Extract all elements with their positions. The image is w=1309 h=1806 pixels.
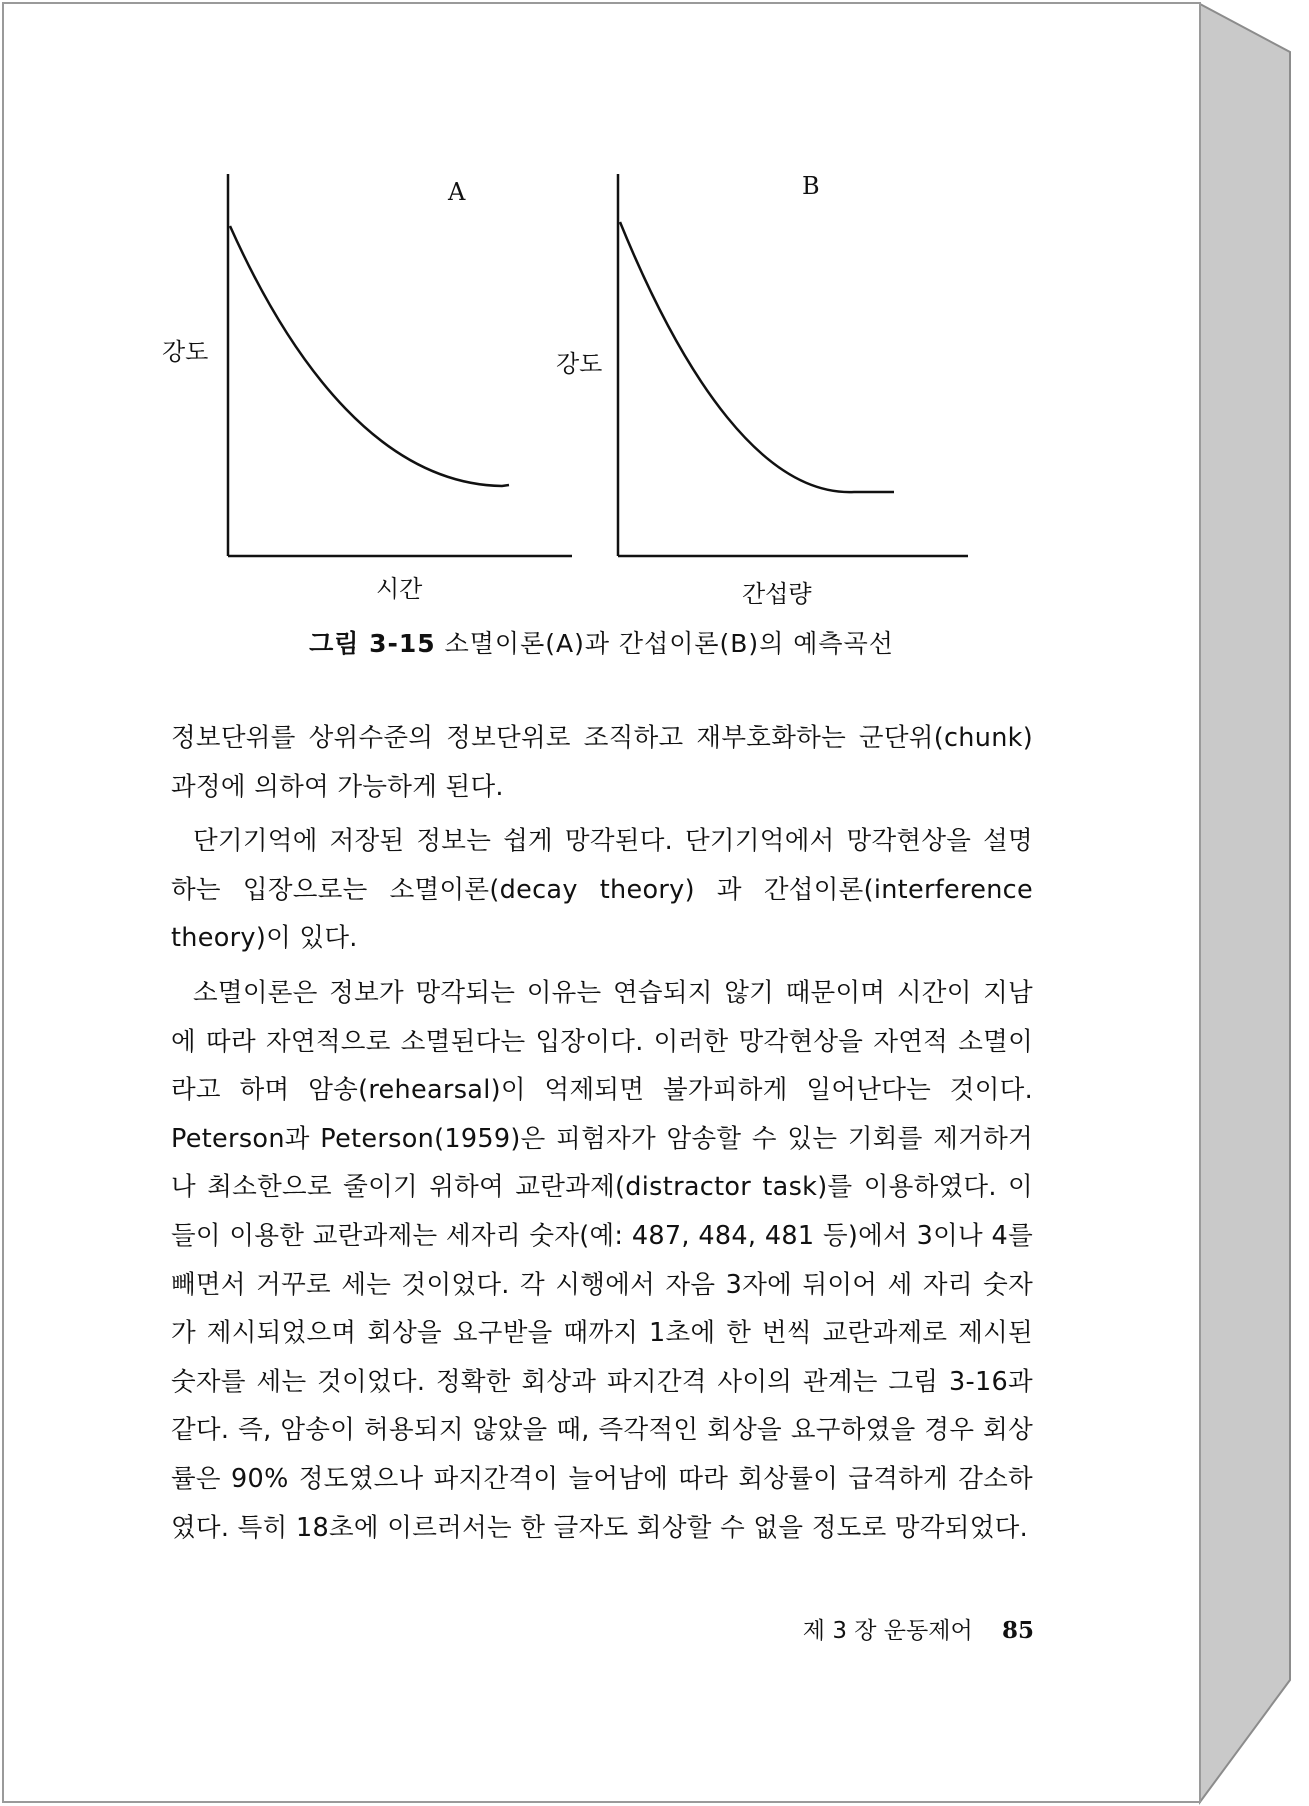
paragraph-1: 정보단위를 상위수준의 정보단위로 조직하고 재부호화하는 군단위(chunk) 과정에 의하여 가능하게 된다.: [171, 723, 1033, 802]
panel-a-xlabel: 시간: [376, 575, 423, 603]
paragraph-3: 소멸이론은 정보가 망각되는 이유는 연습되지 않기 때문이며 시간이 지남에 따라 자연적으로 소멸된다는 입장이다. 이러한 망각현상을 자연적 소멸이라고 하며 암송(rehearsal)이 억제되면 불가피하게 일어난다는 것이다. Peterson과 Peterson(1959)은 피험자가 암송할 수 있는 기회를 제거하거나 최소한으로 줄이기 위하여 교란과제(distractor task)를 이용하였다. 이들이 이용한 교란과제는 세자리 숫자(예: 487, 484, 481 등)에서 3이나 4를 빼면서 거꾸로 세는 것이었다. 각 시행에서 자음 3자에 뒤이어 세 자리 숫자가 제시되었으며 회상을 요구받을 때까지 1초에 한 번씩 교란과제로 제시된 숫자를 세는 것이었다. 정확한 회상과 파지간격 사이의 관계는 그림 3-16과 같다. 즉, 암송이 허용되지 않았을 때, 즉각적인 회상을 요구하였을 경우 회상률은 90% 정도였으나 파지간격이 늘어남에 따라 회상률이 급격하게 감소하였다. 특히 18초에 이르러서는 한 글자도 회상할 수 없을 정도로 망각되었다.: [171, 977, 1033, 1543]
figure-3-15: [154, 164, 1004, 614]
body-text: [171, 714, 1033, 1552]
spine-face: [1200, 4, 1290, 1802]
panel-b-ylabel: 강도: [556, 350, 603, 378]
panel-a-ylabel: 강도: [162, 338, 209, 366]
figure-caption: [4, 624, 1199, 660]
panel-a: [162, 174, 572, 603]
chapter-title: 제 3 장 운동제어: [802, 1618, 973, 1644]
panel-a-label: A: [448, 178, 466, 206]
panel-b: [556, 172, 968, 608]
panel-b-label: B: [802, 172, 820, 200]
panel-b-xlabel: 간섭량: [742, 580, 812, 608]
page-footer: [4, 1612, 1034, 1645]
panel-a-decay-curve: [230, 226, 509, 486]
figure-caption-text: 소멸이론(A)과 간섭이론(B)의 예측곡선: [444, 629, 894, 658]
paragraph-2: 단기기억에 저장된 정보는 쉽게 망각된다. 단기기억에서 망각현상을 설명하는 입장으로는 소멸이론(decay theory) 과 간섭이론(interference theory)이 있다.: [171, 826, 1033, 954]
figure-caption-label: 그림 3-15: [309, 629, 436, 658]
panel-b-interference-curve: [620, 222, 894, 492]
book-page: [4, 4, 1199, 1800]
page-number: 85: [1001, 1617, 1034, 1644]
